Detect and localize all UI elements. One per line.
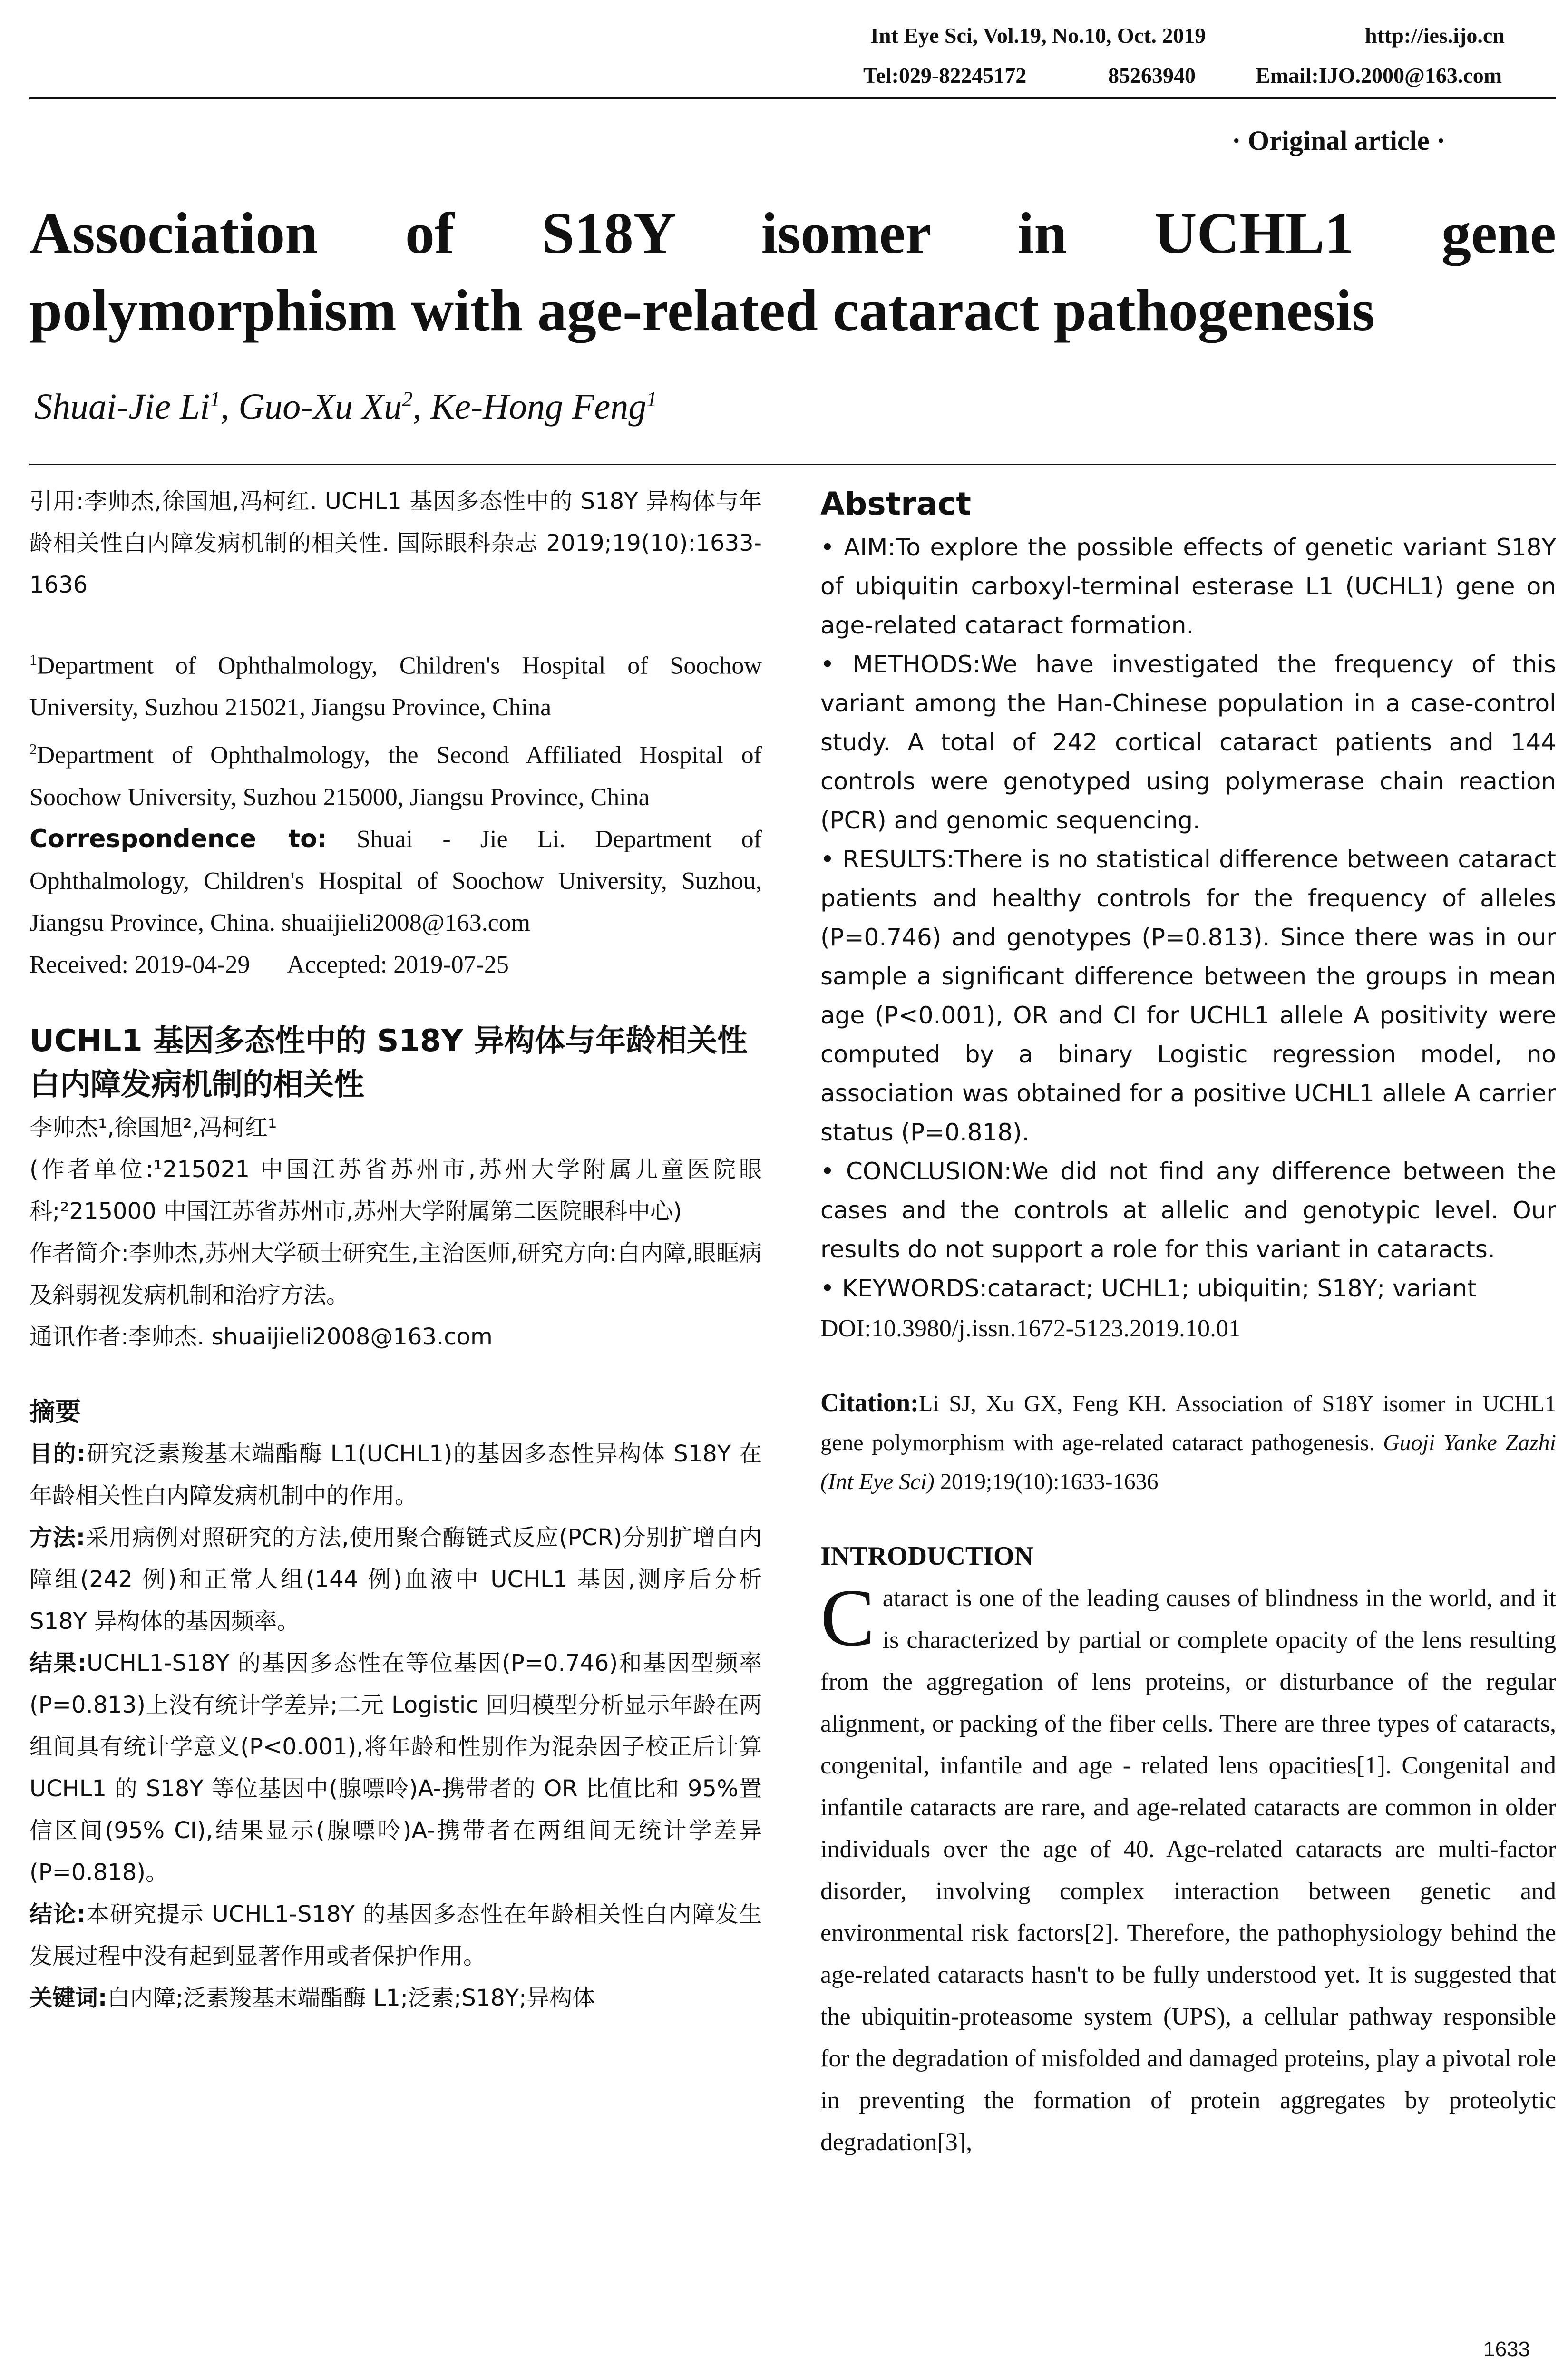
author-rule <box>29 464 1556 465</box>
abstract-results: • RESULTS:There is no statistical difference between cataract patients and healthy controls for the frequency of alleles (P=0.746) and genotypes (P=0.813). Since there was in our sample a significant difference between the groups in mean age (P<0.001), OR and CI for UCHL1 allele A positivity were computed by a binary Logistic regression model, no association was obtained for a positive UCHL1 allele A carrier status (P=0.818). <box>820 846 1557 1146</box>
citation-cn: 引用:李帅杰,徐国旭,冯柯红. UCHL1 基因多态性中的 S18Y 异构体与年龄相关性白内障发病机制的相关性. 国际眼科杂志 2019;19(10):1633-1636 <box>29 488 762 598</box>
article-type: · Original article · <box>1232 125 1446 156</box>
abstract-aim: • AIM:To explore the possible effects of genetic variant S18Y of ubiquitin carboxyl-terminal esterase L1 (UCHL1) gene on age-related cataract formation. <box>820 534 1556 639</box>
title-line-2: polymorphism with age-related cataract pathogenesis <box>29 278 1375 343</box>
header-rule <box>29 97 1556 99</box>
title-line-1: Association of S18Y isomer in UCHL1 gene <box>29 201 1556 266</box>
abstract-methods: • METHODS:We have investigated the frequency of this variant among the Han-Chinese population in a case-control study. A total of 242 cortical cataract patients and 144 controls were genotyped using polymerase chain reaction (PCR) and genomic sequencing. <box>820 651 1556 834</box>
journal-tel2: 85263940 <box>1108 63 1196 88</box>
cn-correspondence: 通讯作者:李帅杰. shuaijieli2008@163.com <box>29 1323 493 1350</box>
cn-aim: 目的:研究泛素羧基末端酯酶 L1(UCHL1)的基因多态性异构体 S18Y 在年龄相关性白内障发病机制中的作用。 <box>29 1440 762 1509</box>
abstract-keywords: • KEYWORDS:cataract; UCHL1; ubiquitin; S18Y; variant <box>820 1275 1477 1302</box>
citation-en: Citation:Li SJ, Xu GX, Feng KH. Association of S18Y isomer in UCHL1 gene polymorphism with age-related cataract pathogenesis. Guoji Yanke Zazhi (Int Eye Sci) 2019;19(10):1633-1636 <box>820 1388 1557 1494</box>
introduction-text: Cataract is one of the leading causes of blindness in the world, and it is characterized by partial or complete opacity of the lens resulting from the aggregation of lens proteins, or disturbance of the regular alignment, or packing of the fiber cells. There are three types of cataracts, congenital, infantile and age - related lens opacities[1]. Congenital and infantile cataracts are rare, and age-related cataracts are common in older individuals over the age of 40. Age-related cataracts are multi-factor disorder, involving complex interaction between genetic and environmental risk factors[2]. Therefore, the pathophysiology behind the age-related cataracts hasn't to be fully understood yet. It is suggested that the ubiquitin-proteasome system (UPS), a cellular pathway responsible for the degradation of misfolded and damaged proteins, play a pivotal role in preventing the formation of protein aggregates by proteolytic degradation[3], <box>820 1573 1556 2156</box>
affiliation-2: $^2$Department of Ophthalmology, the Second Affiliated Hospital of Soochow University, Suzhou 215000, Jiangsu Province, China <box>29 741 762 811</box>
journal-tel: Tel:029-82245172 <box>863 63 1027 88</box>
affiliation-1: $^1$Department of Ophthalmology, Children's Hospital of Soochow University, Suzhou 215021, Jiangsu Province, China <box>29 652 762 721</box>
journal-email[interactable]: Email:IJO.2000@163.com <box>1256 63 1502 88</box>
left-column <box>29 480 762 2019</box>
cn-title: UCHL1 基因多态性中的 S18Y 异构体与年龄相关性白内障发病机制的相关性 <box>29 1023 748 1102</box>
article-title <box>29 195 1556 349</box>
dates: Received: 2019-04-29 Accepted: 2019-07-25 <box>29 951 509 978</box>
author-list: Shuai-Jie Li$^1$, Guo-Xu Xu$^2$, Ke-Hong Feng$^1$ <box>34 387 657 427</box>
cn-results: 结果:UCHL1-S18Y 的基因多态性在等位基因(P=0.746)和基因型频率(P=0.813)上没有统计学差异;二元 Logistic 回归模型分析显示年龄在两组间具有统计学意义(P<0.001),将年龄和性别作为混杂因子校正后计算 UCHL1 的 S18Y 等位基因中(腺嘌呤)A-携带者的 OR 比值比和 95%置信区间(95% CI),结果显示(腺嘌呤)A-携带者在两组间无统计学差异(P=0.818)。 <box>29 1649 762 1886</box>
cn-affiliation: (作者单位:¹215021 中国江苏省苏州市,苏州大学附属儿童医院眼科;²215000 中国江苏省苏州市,苏州大学附属第二医院眼科中心) <box>29 1156 762 1225</box>
abstract-conclusion: • CONCLUSION:We did not find any difference between the cases and the controls at allelic and genotypic level. Our results do not support a role for this variant in cataracts. <box>820 1158 1556 1263</box>
cn-methods: 方法:采用病例对照研究的方法,使用聚合酶链式反应(PCR)分别扩增白内障组(242 例)和正常人组(144 例)血液中 UCHL1 基因,测序后分析 S18Y 异构体的基因频率。 <box>29 1524 762 1635</box>
author-2: Guo-Xu Xu <box>238 387 402 427</box>
cn-abstract-heading: 摘要 <box>29 1396 81 1427</box>
page-number: 1633 <box>1483 2338 1530 2361</box>
cn-bio: 作者简介:李帅杰,苏州大学硕士研究生,主治医师,研究方向:白内障,眼眶病及斜弱视发病机制和治疗方法。 <box>29 1239 762 1308</box>
cn-conclusion: 结论:本研究提示 UCHL1-S18Y 的基因多态性在年龄相关性白内障发生发展过程中没有起到显著作用或者保护作用。 <box>29 1900 762 1969</box>
doi[interactable]: DOI:10.3980/j.issn.1672-5123.2019.10.01 <box>820 1315 1241 1342</box>
journal-url[interactable]: http://ies.ijo.cn <box>1365 23 1505 48</box>
journal-info: Int Eye Sci, Vol.19, No.10, Oct. 2019 <box>870 23 1206 48</box>
right-column <box>820 480 1556 2163</box>
cn-keywords: 关键词:白内障;泛素羧基末端酯酶 L1;泛素;S18Y;异构体 <box>29 1984 595 2011</box>
cn-authors: 李帅杰¹,徐国旭²,冯柯红¹ <box>29 1114 277 1141</box>
introduction-heading: INTRODUCTION <box>820 1541 1034 1571</box>
author-3: Ke-Hong Feng <box>430 387 647 427</box>
correspondence: Correspondence to: Shuai - Jie Li. Department of Ophthalmology, Children's Hospital of Soochow University, Suzhou, Jiangsu Province, China. shuaijieli2008@163.com <box>29 824 762 936</box>
drop-cap: C <box>820 1573 875 1663</box>
abstract-heading: Abstract <box>820 486 971 522</box>
author-1: Shuai-Jie Li <box>34 387 210 427</box>
